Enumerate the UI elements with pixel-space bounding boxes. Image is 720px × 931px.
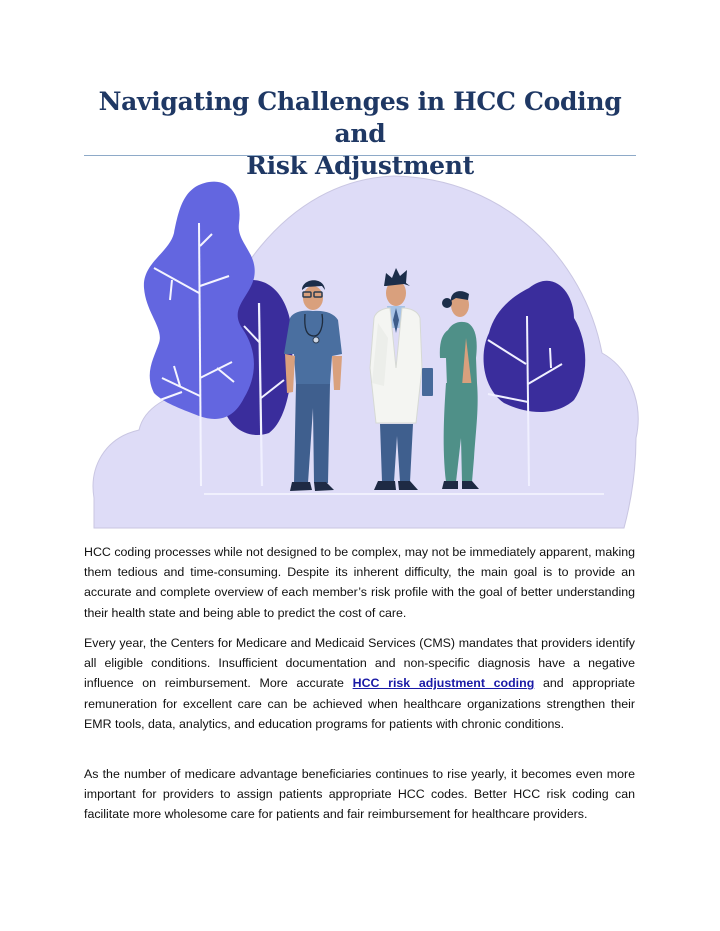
paragraph-intro: HCC coding processes while not designed to be complex, may not be immediately apparent, making them tedious and time-consuming. Despite its inherent difficulty, the main goal is to provide an accurate and complete overview of each member’s risk profile with the goal of better understanding their health state and being able to predict the cost of care. <box>84 545 635 620</box>
paragraph-medicare-advantage: As the number of medicare advantage beneficiaries continues to rise yearly, it becomes even more important for providers to assign patients appropriate HCC codes. Better HCC risk coding can facilitate more wholesome care for patients and fair reimbursement for healthcare providers. <box>84 767 635 822</box>
paragraph-cms-before-link: Every year, the Centers for Medicare and Medicaid Services (CMS) mandates that providers identify all eligible conditions. Insufficient documentation and non-specific diagnosis have a negative influence on reimbursement. More accurate <box>84 636 635 691</box>
paragraph-cms-after-link: and appropriate remuneration for excellent care can be achieved when healthcare organizations strengthen their EMR tools, data, analytics, and education programs for patients with chronic conditions. <box>84 676 635 731</box>
title-line-1: Navigating Challenges in HCC Coding and <box>98 87 622 148</box>
paragraph-cms <box>84 633 635 734</box>
healthcare-workers-illustration <box>84 168 644 533</box>
hcc-risk-adjustment-coding-link[interactable]: HCC risk adjustment coding <box>352 676 535 691</box>
title-line-2: Risk Adjustment <box>246 151 474 180</box>
title-divider <box>84 155 636 156</box>
